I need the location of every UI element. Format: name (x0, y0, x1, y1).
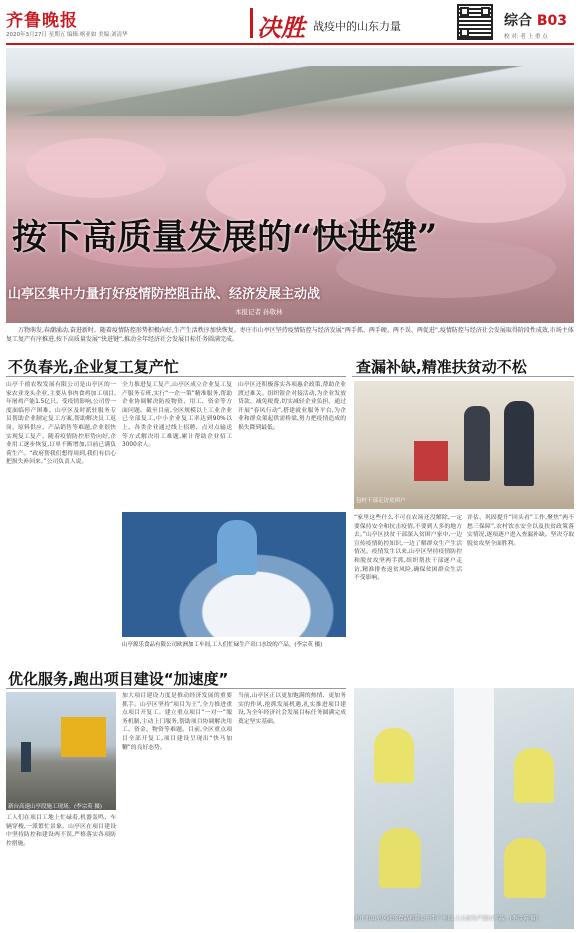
lead-paragraph: 万物萌发,春潮涌动,奋进新时。随着疫情防控形势积极向好,生产生活秩序加快恢复。枣庄市山亭区坚持疫情防控与经济发展“两手抓、两手硬、两不误、两促进”,疫情防控与经济社会发展取得阶段性成效,市场主体复工复产有序推进,按下高质量发展“快进键”,推动全年经济社会发展目标任务圆满完成。 (6, 327, 574, 343)
photo-caption: 新台高速山亭段施工现场。(李宗英 摄) (8, 804, 103, 810)
banner-headline: 决胜 (257, 13, 305, 42)
page-number: B03 (536, 13, 568, 29)
article-column: 全力推进复工复产,山亭区成立企业复工复产服务专班,实行“一企一策”精准服务,帮助企业协调解决防疫物资、用工、资金等方面问题。截至目前,全区规模以上工业企业已全部复工,中小企业复工率达到90%以上。各类企业通过线上招聘、点对点输送等方式解决用工难题,累计帮助企业招工3000余人。 (122, 382, 232, 449)
article-column: 评估、巩固提升“回头看”工作,聚焦“两不愁三保障”,农村饮水安全以及扶贫政策落实情况,逐项逐户进入查漏补缺。坚决夺取脱贫攻坚全面胜利。 (467, 515, 574, 547)
headline: 按下高质量发展的“快进键” (12, 217, 438, 258)
masthead-rule (6, 43, 574, 45)
dumpling-production-photo (122, 512, 346, 637)
section-heading: 查漏补缺,精准扶贫动不松 (356, 358, 527, 376)
issue-meta: 2020年3月27日 星期五 编辑:喀亚如 美编:刘清华 (6, 32, 128, 38)
poverty-visit-photo (354, 381, 574, 509)
photo-caption: 山亭源乐食品有限公司欧洲加工车间,工人们忙碌生产出口水饺的产品。(李宗英 摄) (122, 642, 323, 648)
section-label (504, 10, 567, 30)
article-column: 山亭区还积极落实各项惠企政策,帮助企业渡过难关。组织银企对接活动,为企业发放贷款、减免税费,切实减轻企业负担。通过开展“春风行动”,搭建就业服务平台,为企业和群众架起供需桥梁,努力把疫情造成的损失降到最低。 (238, 382, 346, 431)
byline: 本报记者 孙敬林 (235, 308, 283, 316)
divider (352, 376, 574, 377)
article-column: 加大项目建设力度是推动经济发展的重要抓手。山亭区坚持“项目为王”,全力推进重点项目开复工。建立重点项目“一对一”服务机制,主动上门服务,帮助项目协调解决用工、资金、物资等难题。目前,全区重点项目全部开复工,项目建设呈现出“快马加鞭”的良好态势。 (122, 693, 232, 751)
article-column: 工人们在项目工地上忙碌着,机器轰鸣、车辆穿梭,一派繁忙景象。山亭区在项目建设中坚持防控和建设两不误,严格落实各项防控措施。 (6, 815, 116, 847)
newspaper-logo: 齐鲁晚报 (6, 11, 78, 31)
divider (6, 376, 346, 377)
campaign-banner (250, 8, 448, 42)
section-heading: 不负春光,企业复工复产忙 (8, 358, 179, 376)
article-column: “家里这些什么不可在农场还没解除,一定要保持安全和抗击疫情,不要到人多的地方去。”山亭区扶贫干部深入贫困户家中,一边宣传疫情防控知识,一边了解群众生产生活情况。疫情发生以来,山亭区坚持疫情防控和脱贫攻坚两手抓,组织帮扶干部逐户走访,精准排查返贫风险,确保贫困群众生活不受影响。 (354, 515, 462, 582)
qr-code-icon[interactable] (457, 4, 493, 40)
editor-credits: 校 对: 者 上 重 点 (504, 34, 548, 40)
photo-caption: 枣庄市山亭区欧乐食品有限公司生产车间,工人在生产出口产品。(李宗英 摄) (354, 916, 538, 922)
article-column: 当前,山亭区正以更加饱满的热情、更加务实的作风,抢抓发展机遇,扎实推进项目建设,为全年经济社会发展目标任务圆满完成奠定坚实基础。 (238, 693, 346, 725)
factory-line-photo (354, 688, 574, 929)
divider (6, 688, 346, 689)
section-heading: 优化服务,跑出项目建设“加速度” (8, 670, 229, 688)
section-name: 综合 (504, 13, 532, 29)
subheadline: 山亭区集中力量打好疫情防控阻击战、经济发展主动战 (8, 287, 321, 302)
hero-photo (6, 48, 574, 323)
article-column: 山亭千禧农牧发展有限公司是山亭区的一家农业龙头企业,主要从事肉食鸡加工项目,年屠鸡产能1.5亿只。受疫情影响,公司曾一度面临停产困难。山亭区及时派驻服务专员帮助企业制定复工方案,帮助解决员工返岗、原料供应、产品销售等难题,企业很快实现复工复产。随着疫情防控形势向好,企业用工逐步恢复,订单不断增加,目前已满负荷生产。“政府帮我们想得周到,我们有信心把损失补回来。”公司负责人说。 (6, 382, 116, 466)
photo-caption: 包村干部走访贫困户 (356, 498, 406, 504)
banner-subtitle: 战疫中的山东力量 (313, 20, 401, 33)
road-construction-photo (6, 692, 116, 810)
